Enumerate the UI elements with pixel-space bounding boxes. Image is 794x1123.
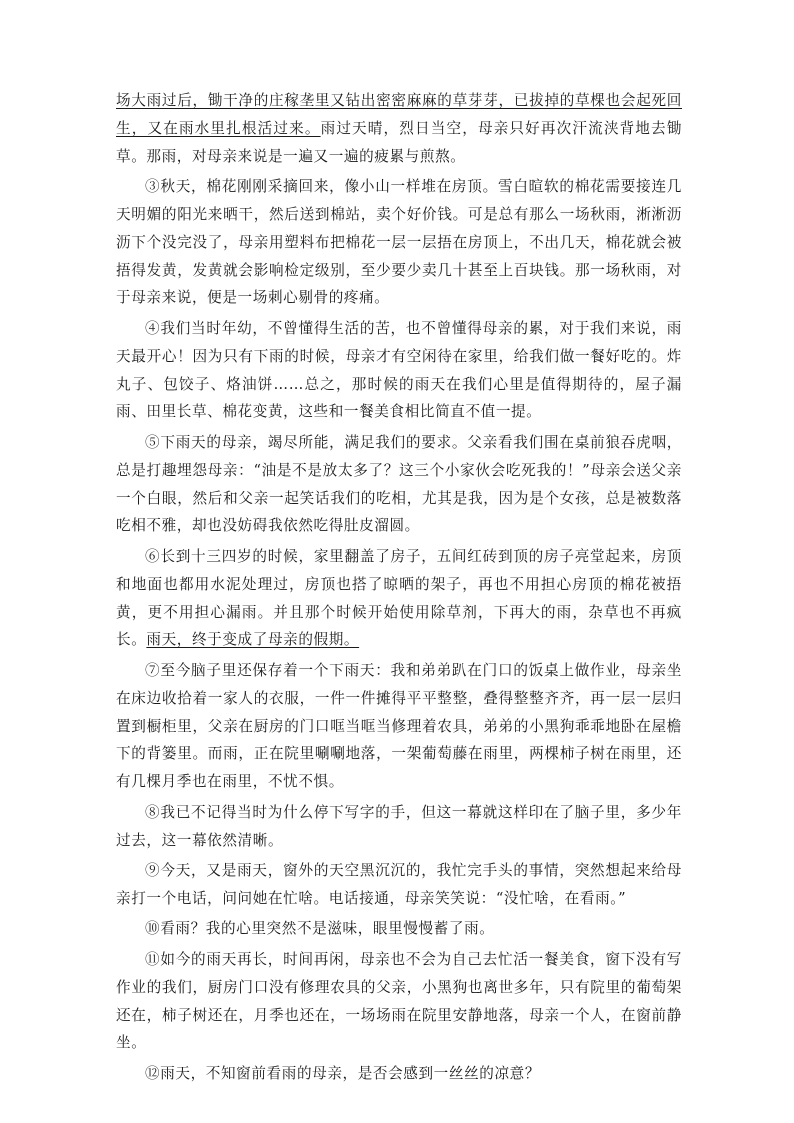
paragraph-12 (116, 1060, 682, 1088)
paragraph-text: ⑦至今脑子里还保存着一个下雨天：我和弟弟趴在门口的饭桌上做作业，母亲坐在床边收拾着一家人的衣服，一件一件摊得平平整整，叠得整整齐齐，再一层一层归置到橱柜里，父亲在厨房的门口哐当哐当修理着农具，弟弟的小黑狗乖乖地卧在屋檐下的背篓里。而雨，正在院里唰唰地落，一架葡萄藤在雨里，两棵柿子树在雨里，还有几棵月季也在雨里，不忧不惧。 (116, 661, 682, 791)
paragraph-8 (116, 799, 682, 855)
paragraph-3 (116, 173, 682, 312)
paragraph-text: ⑫雨天，不知窗前看雨的母亲，是否会感到一丝丝的凉意？ (145, 1065, 541, 1083)
paragraph-text: ③秋天，棉花刚刚采摘回来，像小山一样堆在房顶。雪白暄软的棉花需要接连几天明媚的阳光来晒干，然后送到棉站，卖个好价钱。可是总有那么一场秋雨，淅淅沥沥下个没完没了，母亲用塑料布把棉花一层一层捂在房顶上，不出几天，棉花就会被捂得发黄，发黄就会影响检定级别，至少要少卖几十甚至上百块钱。那一场秋雨，对于母亲来说，便是一场刺心剔骨的疼痛。 (116, 178, 682, 307)
underlined-sentence: 场大雨过后，锄干净的庄稼垄里又钻出密密麻麻的草芽芽，已拔掉的草棵也会起死回生，又在雨水里扎根活过来。 (116, 92, 682, 137)
paragraph-10 (116, 915, 682, 943)
paragraph-text: ⑩看雨？我的心里突然不是滋味，眼里慢慢蓄了雨。 (145, 920, 495, 938)
paragraph-text: ⑧我已不记得当时为什么停下写字的手，但这一幕就这样印在了脑子里，多少年过去，这一幕依然清晰。 (116, 803, 682, 849)
paragraph-text: ⑨今天，又是雨天，窗外的天空黑沉沉的，我忙完手头的事情，突然想起来给母亲打一个电话，问问她在忙啥。电话接通，母亲笑笑说：“没忙啥，在看雨。” (116, 862, 682, 907)
paragraph-11 (116, 946, 682, 1057)
paragraph-text: ⑪如今的雨天再长，时间再闲，母亲也不会为自己去忙活一餐美食，窗下没有写作业的我们，厨房门口没有修理农具的父亲，小黑狗也离世多年，只有院里的葡萄架还在，柿子树还在，月季也还在，一场场雨在院里安静地落，母亲一个人，在窗前静坐。 (116, 951, 682, 1052)
paragraph-text: ⑥长到十三四岁的时候，家里翻盖了房子，五间红砖到顶的房子亮堂起来，房顶和地面也都用水泥处理过，房顶也搭了晾晒的架子，再也不用担心房顶的棉花被捂黄，更不用担心漏雨。并且那个时候开始使用除草剂，下再大的雨，杂草也不再疯长。 (116, 547, 682, 649)
paragraph-9 (116, 857, 682, 913)
paragraph-text: ⑤下雨天的母亲，竭尽所能，满足我们的要求。父亲看我们围在桌前狼吞虎咽，总是打趣埋怨母亲：“油是不是放太多了？这三个小家伙会吃死我的！”母亲会送父亲一个白眼，然后和父亲一起笑话我们的吃相，尤其是我，因为是个女孩，总是被数落吃相不雅，却也没妨碍我依然吃得肚皮溜圆。 (116, 433, 682, 535)
paragraph-5 (116, 429, 682, 540)
paragraph-6 (116, 543, 682, 654)
paragraph-4 (116, 315, 682, 426)
paragraph-7 (116, 657, 682, 796)
underlined-sentence: 雨天，终于变成了母亲的假期。 (146, 631, 360, 649)
paragraph-text: 雨过天晴，烈日当空，母亲只好再次汗流浃背地去锄草。那雨，对母亲来说是一遍又一遍的疲累与煎熬。 (116, 119, 682, 165)
paragraph-text: ④我们当时年幼，不曾懂得生活的苦，也不曾懂得母亲的累，对于我们来说，雨天最开心！因为只有下雨的时候，母亲才有空闲待在家里，给我们做一餐好吃的。炸丸子、包饺子、烙油饼……总之，那时候的雨天在我们心里是值得期待的，屋子漏雨、田里长草、棉花变黄，这些和一餐美食相比简直不值一提。 (116, 319, 682, 421)
article-body (116, 87, 682, 1091)
paragraph-continued (116, 87, 682, 170)
